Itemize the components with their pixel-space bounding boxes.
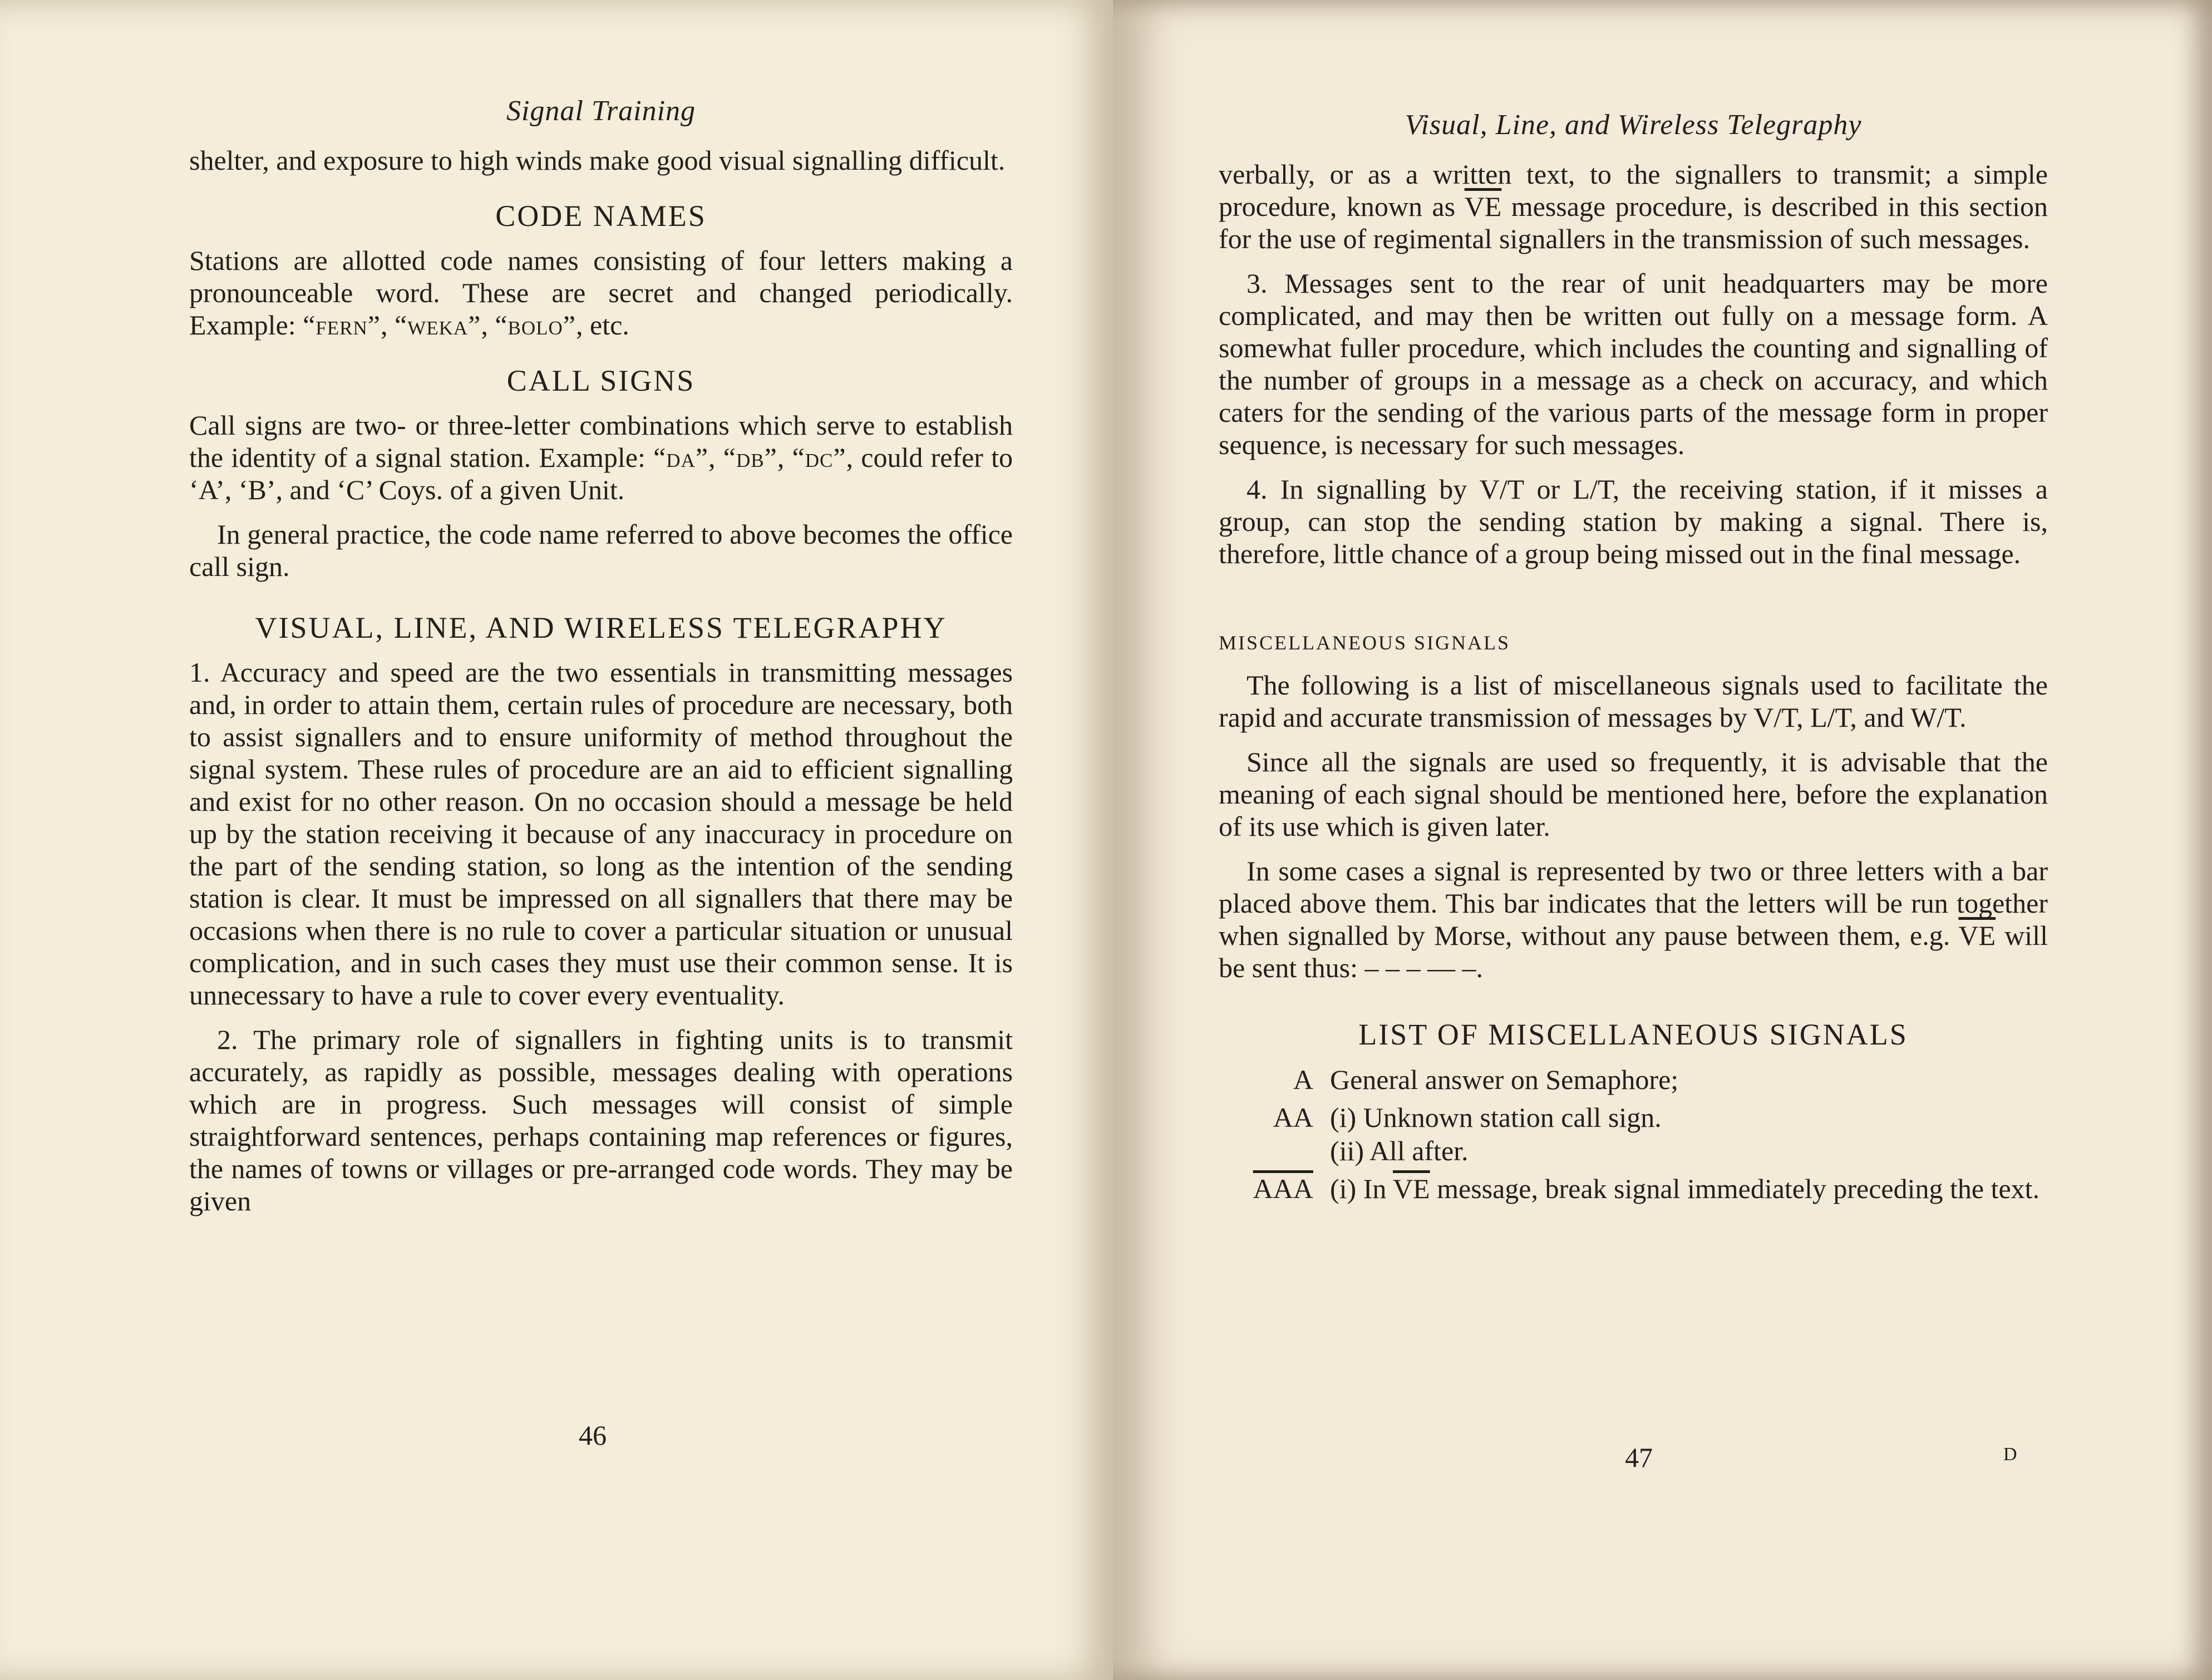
example-da: “da” [653, 442, 709, 473]
paragraph-3: 3. Messages sent to the rear of unit headquarters may be more complicated, and may then be written out fully on a message form. A somewhat fuller procedure, which includes the counting and signalling of the number of groups in a message as a check on accuracy, and which caters for the sending of the various parts of the message form in proper sequence, is necessary for such messages. [1219, 268, 2048, 460]
signal-row-aaa [1219, 1172, 2048, 1205]
paragraph-intro: shelter, and exposure to high winds make good visual signalling difficult. [189, 145, 1006, 176]
signal-line [1330, 1172, 2048, 1205]
heading-visual-line-wireless: VISUAL, LINE, AND WIRELESS TELEGRAPHY [255, 611, 947, 644]
signal-line: General answer on Semaphore; [1330, 1064, 1679, 1095]
example-db: “db” [723, 442, 777, 473]
call-signs-text: Call signs are two- or three-letter combinations which serve to establish the identity of a signal station. Example: [189, 410, 1013, 473]
signal-description [1330, 1101, 2048, 1167]
signal-description [1330, 1172, 2048, 1205]
signal-line: (ii) All after. [1330, 1135, 1469, 1166]
signal-line: (i) Unknown station call sign. [1330, 1102, 1662, 1133]
heading-list-misc-signals: LIST OF MISCELLANEOUS SIGNALS [1358, 1018, 1908, 1051]
example-bolo: “bolo” [495, 309, 576, 341]
right-page-content [1219, 109, 2048, 1205]
paragraph-misc-2: Since all the signals are used so frequently, it is advisable that the meaning of each signal should be mentioned here, before the explanation of its use which is given later. [1219, 746, 2048, 842]
paragraph-call-signs: Call signs are two- or three-letter combinations which serve to establish the identity of a signal station. Example: “da”, “db”, “dc”, could refer to ‘A’, ‘B’, and ‘C’ Coys. of a given Unit. [189, 410, 1013, 505]
ve-signal-example: $\overline{VE}$ [1958, 920, 1996, 951]
ve-signal-list: $\overline{VE}$ [1392, 1173, 1430, 1204]
example-dc: “dc” [792, 442, 846, 473]
signal-code: AA [1273, 1102, 1313, 1133]
signal-row-aa [1219, 1101, 2048, 1167]
misc-3-text-a: In some cases a signal is represented by two or three letters with a bar placed above them. This bar indicates that the letters will be run together when signalled by Morse, without any pause between them, e.g. [1219, 855, 2048, 951]
heading-call-signs: CALL SIGNS [506, 364, 696, 397]
morse-code: – – – — –. [1364, 952, 1483, 983]
paragraph-general-practice: In general practice, the code name referred to above becomes the office call sign. [189, 519, 1013, 582]
signal-code: A [1293, 1064, 1313, 1095]
paragraph-1: 1. Accuracy and speed are the two essentials in transmitting messages and, in order to attain them, certain rules of procedure are necessary, both to assist signallers and to ensure uniformity of method throughout the signal system. These rules of procedure are an aid to efficient signalling and exist for no other reason. On no occasion should a message be held up by the station receiving it because of any inaccuracy in procedure on the part of the sending station, so long as the intention of the sending station is clear. It must be impressed on all signallers that there may be occasions when there is no rule to cover a particular situation or unusual complication, and in such cases they must use their common sense. It is unnecessary to have a rule to cover every eventuality. [189, 657, 1013, 1011]
example-weka: “weka” [394, 309, 481, 341]
heading-misc-signals: MISCELLANEOUS SIGNALS [1219, 632, 1511, 654]
folio-right: 47 [1625, 1442, 1653, 1473]
signature-mark: D [2003, 1444, 2017, 1465]
call-signs-end: , could refer to ‘A’, ‘B’, and ‘C’ Coys. of a given Unit. [189, 442, 1013, 505]
ve-signal: $\overline{VE}$ [1464, 191, 1502, 222]
paragraph-code-names: Stations are allotted code names consisting of four letters making a pronounceable word. These are secret and changed periodically. Example: “fern”, “weka”, “bolo”, etc. [189, 245, 1013, 341]
signal-description [1330, 1063, 2048, 1096]
signal-text: (i) In [1330, 1173, 1393, 1204]
folio-left: 46 [579, 1420, 607, 1451]
continued-text-b: message procedure, is described in this section for the use of regimental signallers in the transmission of such messages. [1219, 191, 2048, 254]
signal-row-a [1219, 1063, 2048, 1096]
misc-3-text-b: will be sent thus: [1219, 920, 2048, 983]
left-page-content [189, 95, 1013, 1217]
paragraph-continued [1219, 158, 2048, 255]
signal-text: message, break signal immediately preceding the text. [1430, 1173, 2040, 1204]
right-page [1113, 0, 2212, 1680]
code-names-text: Stations are allotted code names consisting of four letters making a pronounceable word. These are secret and changed periodically. Example: [189, 245, 1013, 341]
running-head-left: Signal Training [506, 95, 696, 127]
signal-code: $\overline{AAA}$ [1253, 1173, 1313, 1204]
paragraph-misc-3 [1219, 855, 2048, 984]
example-fern: “fern” [303, 309, 381, 341]
continued-text-a: verbally, or as a written text, to the signallers to transmit; a simple procedure, known as [1219, 159, 2048, 222]
paragraph-misc-1: The following is a list of miscellaneous signals used to facilitate the rapid and accurate transmission of messages by V/T, L/T, and W/T. [1219, 669, 2048, 733]
running-head-right: Visual, Line, and Wireless Telegraphy [1405, 109, 1862, 141]
paragraph-2: 2. The primary role of signallers in fighting units is to transmit accurately, as rapidly as possible, messages dealing with operations which are in progress. Such messages will consist of simple straightforward sentences, perhaps containing map references or figures, the names of towns or villages or pre-arranged code words. They may be given [189, 1024, 1013, 1216]
paragraph-4: 4. In signalling by V/T or L/T, the receiving station, if it misses a group, can stop the sending station by making a signal. There is, therefore, little chance of a group being missed out in the final message. [1219, 474, 2048, 569]
heading-code-names: CODE NAMES [495, 199, 707, 233]
code-names-end: , etc. [576, 309, 629, 341]
